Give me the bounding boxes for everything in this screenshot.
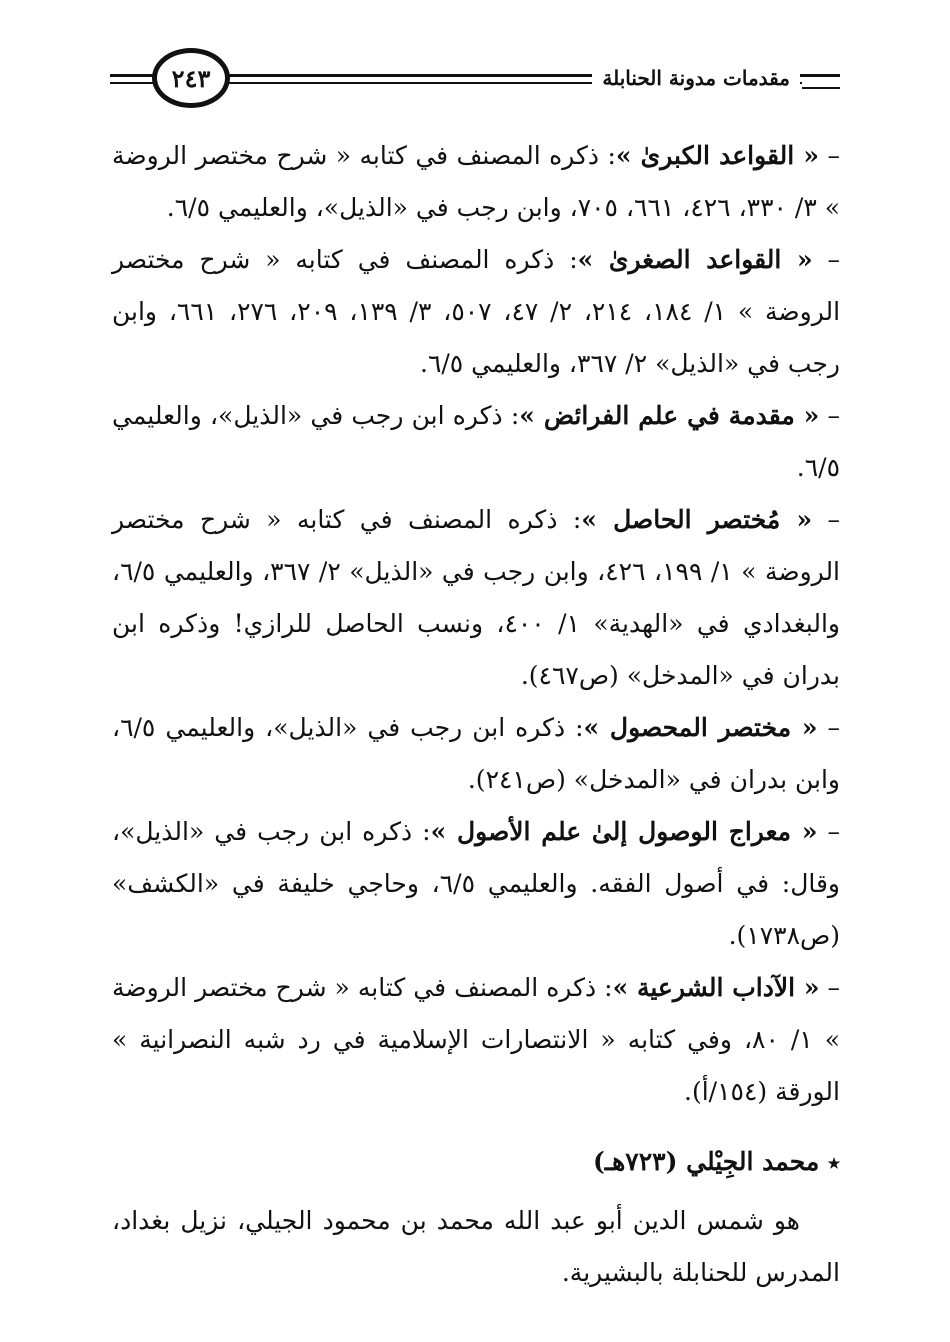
entry-6: – « معراج الوصول إلىٰ علم الأصول »: ذكره ابن رجب في «الذيل»، وقال: في أصول الفقه. والعليمي ٦/٥، وحاجي خليفة في «الكشف» (ص١٧٣٨).	[112, 817, 841, 950]
entry-title: « مقدمة في علم الفرائض »	[519, 401, 820, 430]
entry-title: « القواعد الصغرىٰ »	[577, 245, 813, 274]
entry-text: : ذكره ابن رجب في «الذيل»، والعليمي ٦/٥، وابن بدران في «المدخل» (ص٢٤١).	[112, 713, 840, 794]
person-bio: هو شمس الدين أبو عبد الله محمد بن محمود الجيلي، نزيل بغداد، المدرس للحنابلة بالبشيرية.	[112, 1206, 840, 1287]
entry-text: : ذكره المصنف في كتابه « شرح مختصر الروضة » ٣/ ٣٣٠، ٤٢٦، ٦٦١، ٧٠٥، وابن رجب في «الذيل»، والعليمي ٦/٥.	[112, 141, 840, 222]
entry-text: : ذكره المصنف في كتابه « شرح مختصر الروضة » ١/ ٨٠، وفي كتابه « الانتصارات الإسلامية في رد شبه النصرانية » الورقة (١٥٤/أ).	[112, 973, 840, 1106]
entry-title: « القواعد الكبرىٰ »	[615, 141, 820, 170]
person-name: محمد الجِيْلي (٧٢٣هـ)	[592, 1147, 820, 1176]
person-heading	[112, 1136, 840, 1189]
page-number: ٢٤٣	[152, 48, 230, 108]
entry-text: : ذكره ابن رجب في «الذيل»، وقال: في أصول الفقه. والعليمي ٦/٥، وحاجي خليفة في «الكشف» (ص١٧٣٨).	[112, 817, 841, 950]
entry-title: « الآداب الشرعية »	[612, 973, 820, 1002]
entry-text: : ذكره ابن رجب في «الذيل»، والعليمي ٦/٥.	[112, 401, 840, 482]
running-title: مقدمات مدونة الحنابلة	[592, 64, 800, 92]
entry-text: : ذكره المصنف في كتابه « شرح مختصر الروضة » ١/ ١٩٩، ٤٢٦، وابن رجب في «الذيل» ٢/ ٣٦٧، والعليمي ٦/٥، والبغدادي في «الهدية» ١/ ٤٠٠، ونسب الحاصل للرازي! وذكره ابن بدران في «المدخل» (ص٤٦٧).	[112, 505, 841, 690]
entry-title: « مختصر المحصول »	[583, 713, 818, 742]
page-header	[110, 42, 840, 112]
asterisk-icon: ٭	[828, 1150, 840, 1176]
entry-7: – « الآداب الشرعية »: ذكره المصنف في كتابه « شرح مختصر الروضة » ١/ ٨٠، وفي كتابه « الانتصارات الإسلامية في رد شبه النصرانية » الورقة (١٥٤/أ).	[112, 973, 840, 1106]
entry-4: – « مُختصر الحاصل »: ذكره المصنف في كتابه « شرح مختصر الروضة » ١/ ١٩٩، ٤٢٦، وابن رجب في «الذيل» ٢/ ٣٦٧، والعليمي ٦/٥، والبغدادي في «الهدية» ١/ ٤٠٠، ونسب الحاصل للرازي! وذكره ابن بدران في «المدخل» (ص٤٦٧).	[112, 505, 841, 690]
page-body	[112, 130, 840, 1299]
entry-title: « مُختصر الحاصل »	[581, 505, 813, 534]
header-rule-right	[802, 74, 840, 89]
entry-text: : ذكره المصنف في كتابه « شرح مختصر الروضة » ١/ ١٨٤، ٢١٤، ٢/ ٤٧، ٥٠٧، ٣/ ١٣٩، ٢٠٩، ٢٧٦، ٦٦١، وابن رجب في «الذيل» ٢/ ٣٦٧، والعليمي ٦/٥.	[112, 245, 841, 378]
entry-5: – « مختصر المحصول »: ذكره ابن رجب في «الذيل»، والعليمي ٦/٥، وابن بدران في «المدخل» (ص٢٤١).	[112, 713, 840, 794]
entry-3: – « مقدمة في علم الفرائض »: ذكره ابن رجب في «الذيل»، والعليمي ٦/٥.	[112, 401, 840, 482]
entry-1: – « القواعد الكبرىٰ »: ذكره المصنف في كتابه « شرح مختصر الروضة » ٣/ ٣٣٠، ٤٢٦، ٦٦١، ٧٠٥، وابن رجب في «الذيل»، والعليمي ٦/٥.	[112, 141, 840, 222]
entry-title: « معراج الوصول إلىٰ علم الأصول »	[430, 817, 818, 846]
entry-2: – « القواعد الصغرىٰ »: ذكره المصنف في كتابه « شرح مختصر الروضة » ١/ ١٨٤، ٢١٤، ٢/ ٤٧، ٥٠٧، ٣/ ١٣٩، ٢٠٩، ٢٧٦، ٦٦١، وابن رجب في «الذيل» ٢/ ٣٦٧، والعليمي ٦/٥.	[112, 245, 841, 378]
